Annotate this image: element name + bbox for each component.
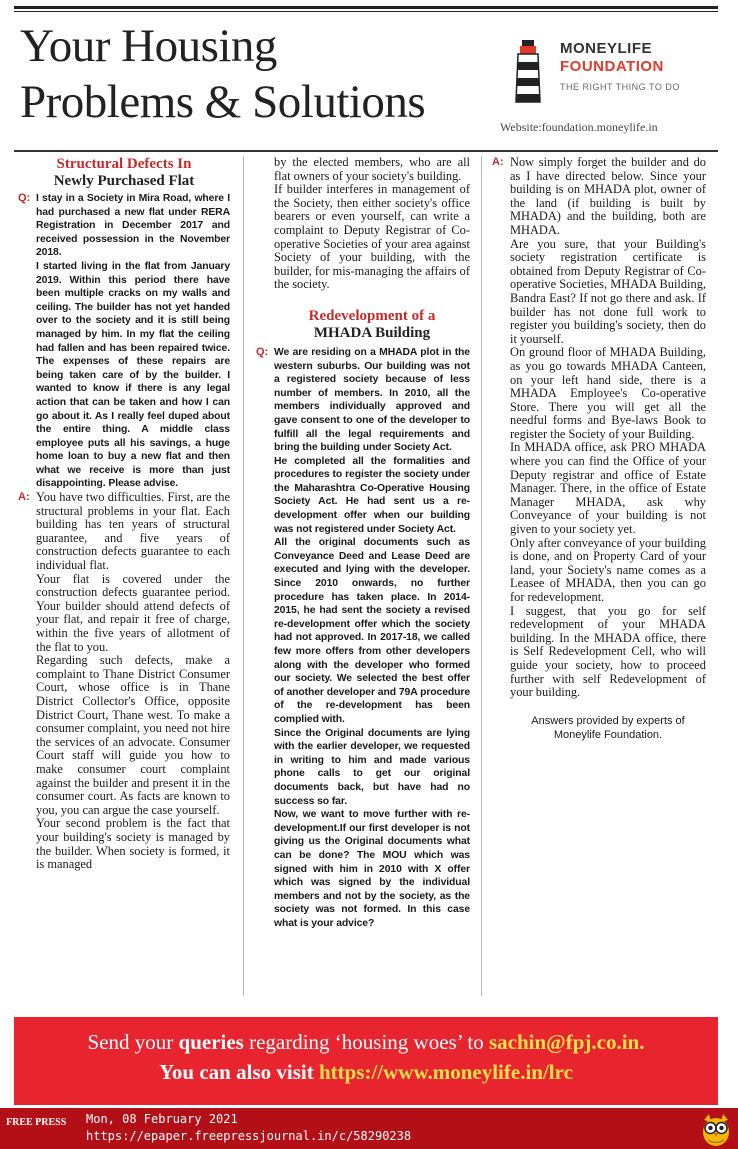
banner-text: Send your (87, 1030, 179, 1054)
section-title (256, 308, 470, 342)
question-paragraph: I started living in the flat from January 2019. Within this period there have been multiple cracks on my walls and ceiling. The builder has not yet handed over to the society and it is still being managed by him. In my flat the ceiling had fallen and has been repaired twice. The expenses of these repairs are being taken care of by the builder. I wanted to know if there is any legal action that can be taken and how I can go about it. As I really feel duped about the entire thing. A middle class employee puts all his savings, a huge home loan to buy a new flat and then what we receive is more than just disappointing. Please advise. (36, 260, 230, 490)
answer-paragraph: Are you sure, that your Building's society registration certificate is obtained from Deputy Registrar of Co-operative Societies, MHADA Building, Bandra East? If not go there and ask. If builder has not done full work to register you building's society, then do it yourself. (510, 236, 706, 346)
question-mark: Q: (256, 345, 269, 358)
answer-paragraph: Now simply forget the builder and do as I have directed below. Since your building is on MHADA plot, owner of the land (if building is built by MHADA) and the building, both are MHADA. (510, 155, 706, 237)
header-rule (14, 150, 718, 152)
column-divider (481, 156, 482, 996)
queries-banner (14, 1017, 718, 1105)
question-paragraph: All the original documents such as Conveyance Deed and Lease Deed are executed and lying with the developer. Since 2010 onwards, no further procedure has taken place. In 2014-2015, he had sent the society a revised re-development offer which the society had not approved. In 2017-18, we called few more offers from other developers along with the developer who formed our society. We selected the best offer of another developer and 79A procedure of the re-development has been complied with. (274, 537, 470, 725)
question-block (256, 346, 470, 931)
banner-line-2 (14, 1057, 718, 1087)
banner-url-link[interactable]: https://www.moneylife.in/lrc (318, 1060, 573, 1084)
top-rule (14, 6, 718, 9)
section-title-black: MHADA Building (313, 324, 431, 341)
question-paragraph: We are residing on a MHADA plot in the western suburbs. Our building was not a registered society because of less number of members. In 2010, all the members individually approved and gave consent to one of the developer to fulfill all the legal requirements and bring the building under Society Act. (274, 346, 470, 454)
banner-text: regarding ‘housing woes’ to (243, 1030, 489, 1054)
answer-paragraph: Only after conveyance of your building is done, and on Property Card of your land, your Society's name comes as a Leasee of MHADA, then you can go for redevelopment. (510, 535, 706, 604)
section-title-red: Redevelopment of a (308, 307, 436, 324)
owl-icon[interactable] (700, 1110, 732, 1148)
banner-text: You can also visit (159, 1060, 319, 1084)
answer-mark: A: (492, 156, 504, 168)
footer-url-link[interactable]: https://epaper.freepressjournal.in/c/58290238 (86, 1129, 412, 1143)
question-paragraph: I stay in a Society in Mira Road, where I had purchased a new flat under RERA Registration in December 2017 and received possession in the November 2018. (36, 193, 230, 259)
answer-paragraph: Your second problem is the fact that your building's society is managed by the builder. When society is formed, it is managed (36, 816, 230, 872)
question-block (18, 192, 230, 491)
answer-paragraph: If builder interferes in management of the Society, then either society's office bearers or even yourself, can write a complaint to Deputy Registrar of Co-operative Societies of your area against Society of your building, with the builder, for mis-managing the affairs of the society. (274, 182, 470, 292)
section-title (18, 156, 230, 190)
page-title (20, 18, 425, 130)
title-line-1: Your Housing (20, 20, 277, 72)
question-paragraph: Now, we want to move further with re-development.If our first developer is not giving us the Original documents what can be done? The MOU which was signed with him in 2010 with X offer which was signed by the individual members and not by the society, as the society was not formed. In this case what is your advice? (274, 809, 470, 929)
free-press-brand: FREE PRESS (6, 1117, 67, 1128)
answer-paragraph: On ground floor of MHADA Building, as you go towards MHADA Canteen, on your left hand side, there is a MHADA Employee's Co-operative Store. There you will get all the needful forms and Bye-laws Book to register the Society of your Building. (510, 345, 706, 441)
epaper-footer (0, 1108, 738, 1149)
logo-website: Website:foundation.moneylife.in (500, 120, 658, 134)
banner-line-1 (14, 1027, 718, 1057)
answer-paragraph: Your flat is covered under the construction defects guarantee period. Your builder should attend defects of your flat, and repair it free of charge, within the five years of allotment of the flat to you. (36, 571, 230, 654)
question-paragraph: He completed all the formalities and procedures to register the society under the Maharashtra Co-Operative Housing Society Act. He had sent us a re-development offer when our building was not registered under Society Act. (274, 455, 470, 535)
answer-paragraph: I suggest, that you go for self redevelopment of your MHADA building. In the MHADA office, there is Self Redevelopment Cell, who will guide your society, how to proceed further with self Redevelopment of your building. (510, 603, 706, 700)
logo-name-line1: MONEYLIFE (560, 40, 653, 57)
column-divider (243, 156, 244, 996)
question-mark: Q: (18, 192, 31, 204)
answer-block (492, 156, 706, 700)
answer-paragraph: Regarding such defects, make a complaint to Thane District Consumer Court, whose office is in Thane District Collector's Office, opposite District Court, Thane west. To make a consumer complaint, you need not hire the services of an advocate. Consumer Court staff will guide you how to make consumer court complaint against the builder and present it in the consumer court. As facts are known to you, you can argue the case yourself. (36, 653, 230, 817)
top-rule-thin (14, 11, 718, 12)
answer-continued (256, 156, 470, 292)
answer-credit: Answers provided by experts of Moneylife Foundation. (531, 714, 685, 741)
section-title-red: Structural Defects In (56, 156, 192, 172)
answer-block (18, 491, 230, 872)
logo-tagline: THE RIGHT THING TO DO (560, 82, 680, 92)
column-2 (256, 156, 470, 930)
answer-mark: A: (18, 491, 30, 504)
logo-name-line2: FOUNDATION (560, 58, 664, 75)
answer-paragraph: by the elected members, who are all flat owners of your society's building. (274, 155, 470, 183)
answer-paragraph: In MHADA office, ask PRO MHADA where you can find the Office of your Deputy registrar and office of Estate Manager. There, in the office of Estate Manager MHADA, ask why Conveyance of your building is not given to your society yet. (510, 440, 706, 537)
moneylife-logo (500, 30, 714, 142)
column-3 (492, 156, 706, 742)
column-1 (18, 156, 230, 872)
answer-paragraph: You have two difficulties. First, are the structural problems in your flat. Each building has ten years of structural guarantee, and five years of construction defects guarantee to each individual flat. (36, 490, 230, 573)
banner-text-bold: queries (178, 1030, 244, 1054)
question-paragraph: Since the Original documents are lying with the earlier developer, we requested in writing to him and made various phone calls to get our original documents back, but have had no success so far. (274, 727, 470, 807)
free-press-logo[interactable] (6, 1118, 66, 1128)
lighthouse-icon (510, 40, 546, 104)
title-line-2: Problems & Solutions (20, 76, 426, 128)
banner-email-link[interactable]: sachin@fpj.co.in. (488, 1030, 645, 1054)
article-header (14, 14, 718, 148)
footer-date: Mon, 08 February 2021 (86, 1112, 238, 1126)
section-title-black: Newly Purchased Flat (53, 173, 195, 189)
